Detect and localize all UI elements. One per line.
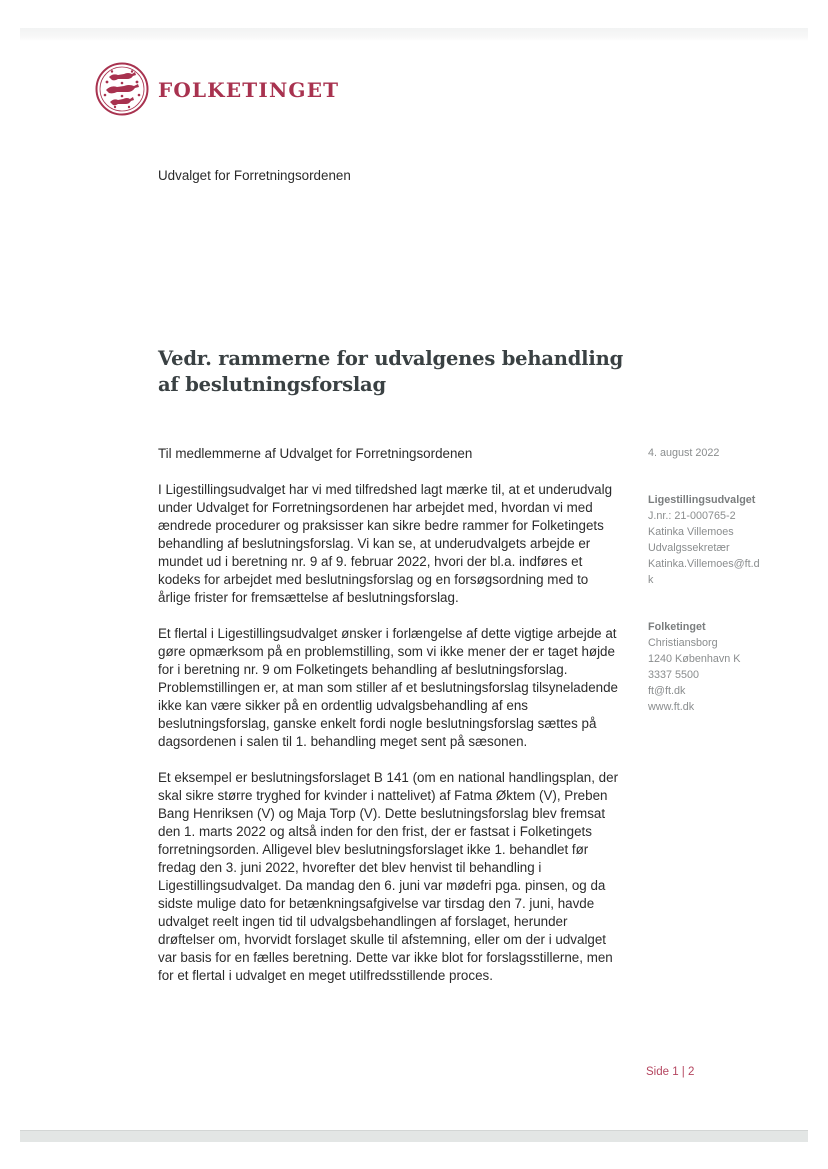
contact-email-wrap[interactable]: k (648, 574, 654, 586)
paragraph-2: Et flertal i Ligestillingsudvalget ønsker i forlængelse af dette vigtige arbejde at gøre opmærksom på en problemstilling, som vi ikke mener der er taget højde for i beretning nr. 9 om Folketingets behandling af beslutningsforslag. Problemstillingen er, at man som stiller af et beslutningsforslag tilsyneladende ikke kan være sikker på en ordentlig udvalgsbehandling af ens beslutningsforslag, ganske enkelt fordi nogle beslutningsforslag sættes på dagsordenen i salen til 1. behandling meget sent på sæsonen. (158, 626, 618, 749)
letter-title: Vedr. rammerne for udvalgenes behandling af beslutningsforslag (158, 347, 623, 396)
institution-name: Folketinget (648, 621, 706, 633)
letter-date: 4. august 2022 (648, 447, 720, 459)
scan-edge-bottom (20, 1130, 808, 1142)
scan-edge-top (20, 28, 808, 41)
institution-website[interactable]: www.ft.dk (648, 701, 695, 713)
institution-address-1: Christiansborg (648, 637, 718, 649)
sender-name: Ligestillingsudvalget (648, 494, 756, 506)
salutation: Til medlemmerne af Udvalget for Forretningsordenen (158, 446, 473, 461)
coat-of-arms-icon (95, 62, 149, 116)
contact-email[interactable]: Katinka.Villemoes@ft.d (648, 558, 760, 570)
committee-name: Udvalget for Forretningsordenen (158, 168, 351, 183)
logo-wordmark: FOLKETINGET (158, 78, 340, 102)
institution-block (648, 619, 768, 715)
journal-number: J.nr.: 21-000765-2 (648, 510, 736, 522)
sender-block (648, 492, 768, 588)
folketinget-logo (95, 62, 339, 116)
sender-sidebar (648, 445, 768, 746)
paragraph-3: Et eksempel er beslutningsforslaget B 141 (om en national handlingsplan, der skal sikre større tryghed for kvinder i nattelivet) af Fatma Øktem (V), Preben Bang Henriksen (V) og Maja Torp (V). Dette beslutningsforslag blev fremsat den 1. marts 2022 og altså inden for den frist, der er fastsat i Folketingets forretningsorden. Alligevel blev beslutningsforslaget ikke 1. behandlet før fredag den 3. juni 2022, hvorefter det blev henvist til behandling i Ligestillingsudvalget. Da mandag den 6. juni var mødefri pga. pinsen, og da sidste mulige dato for betænkningsafgivelse var tirsdag den 7. juni, havde udvalget reelt ingen tid til udvalgsbehandlingen af forslaget, herunder drøftelser om, hvorvidt forslaget skulle til afstemning, eller om der i udvalget var basis for en fælles beretning. Dette var ikke blot for forslagsstillerne, men for et flertal i udvalget en meget utilfredsstillende proces. (158, 770, 619, 983)
page-number: Side 1 | 2 (646, 1066, 695, 1078)
paragraph-1: I Ligestillingsudvalget har vi med tilfredshed lagt mærke til, at et underudvalg under Udvalget for Forretningsordenen har arbejdet med, hvordan vi med ændrede procedurer og praksisser kan sikre bedre rammer for Folketingets behandling af beslutningsforslag. Vi kan se, at underudvalgets arbejde er mundet ud i beretning nr. 9 af 9. februar 2022, hvori der bl.a. indføres et kodeks for arbejdet med beslutningsforslag og en forsøgsordning med to årlige frister for fremsættelse af beslutningsforslag. (158, 482, 613, 605)
institution-phone: 3337 5500 (648, 669, 700, 681)
institution-address-2: 1240 København K (648, 653, 741, 665)
letter-body (158, 445, 624, 1003)
contact-role: Udvalgssekretær (648, 542, 730, 554)
institution-email[interactable]: ft@ft.dk (648, 685, 686, 697)
contact-name: Katinka Villemoes (648, 526, 734, 538)
